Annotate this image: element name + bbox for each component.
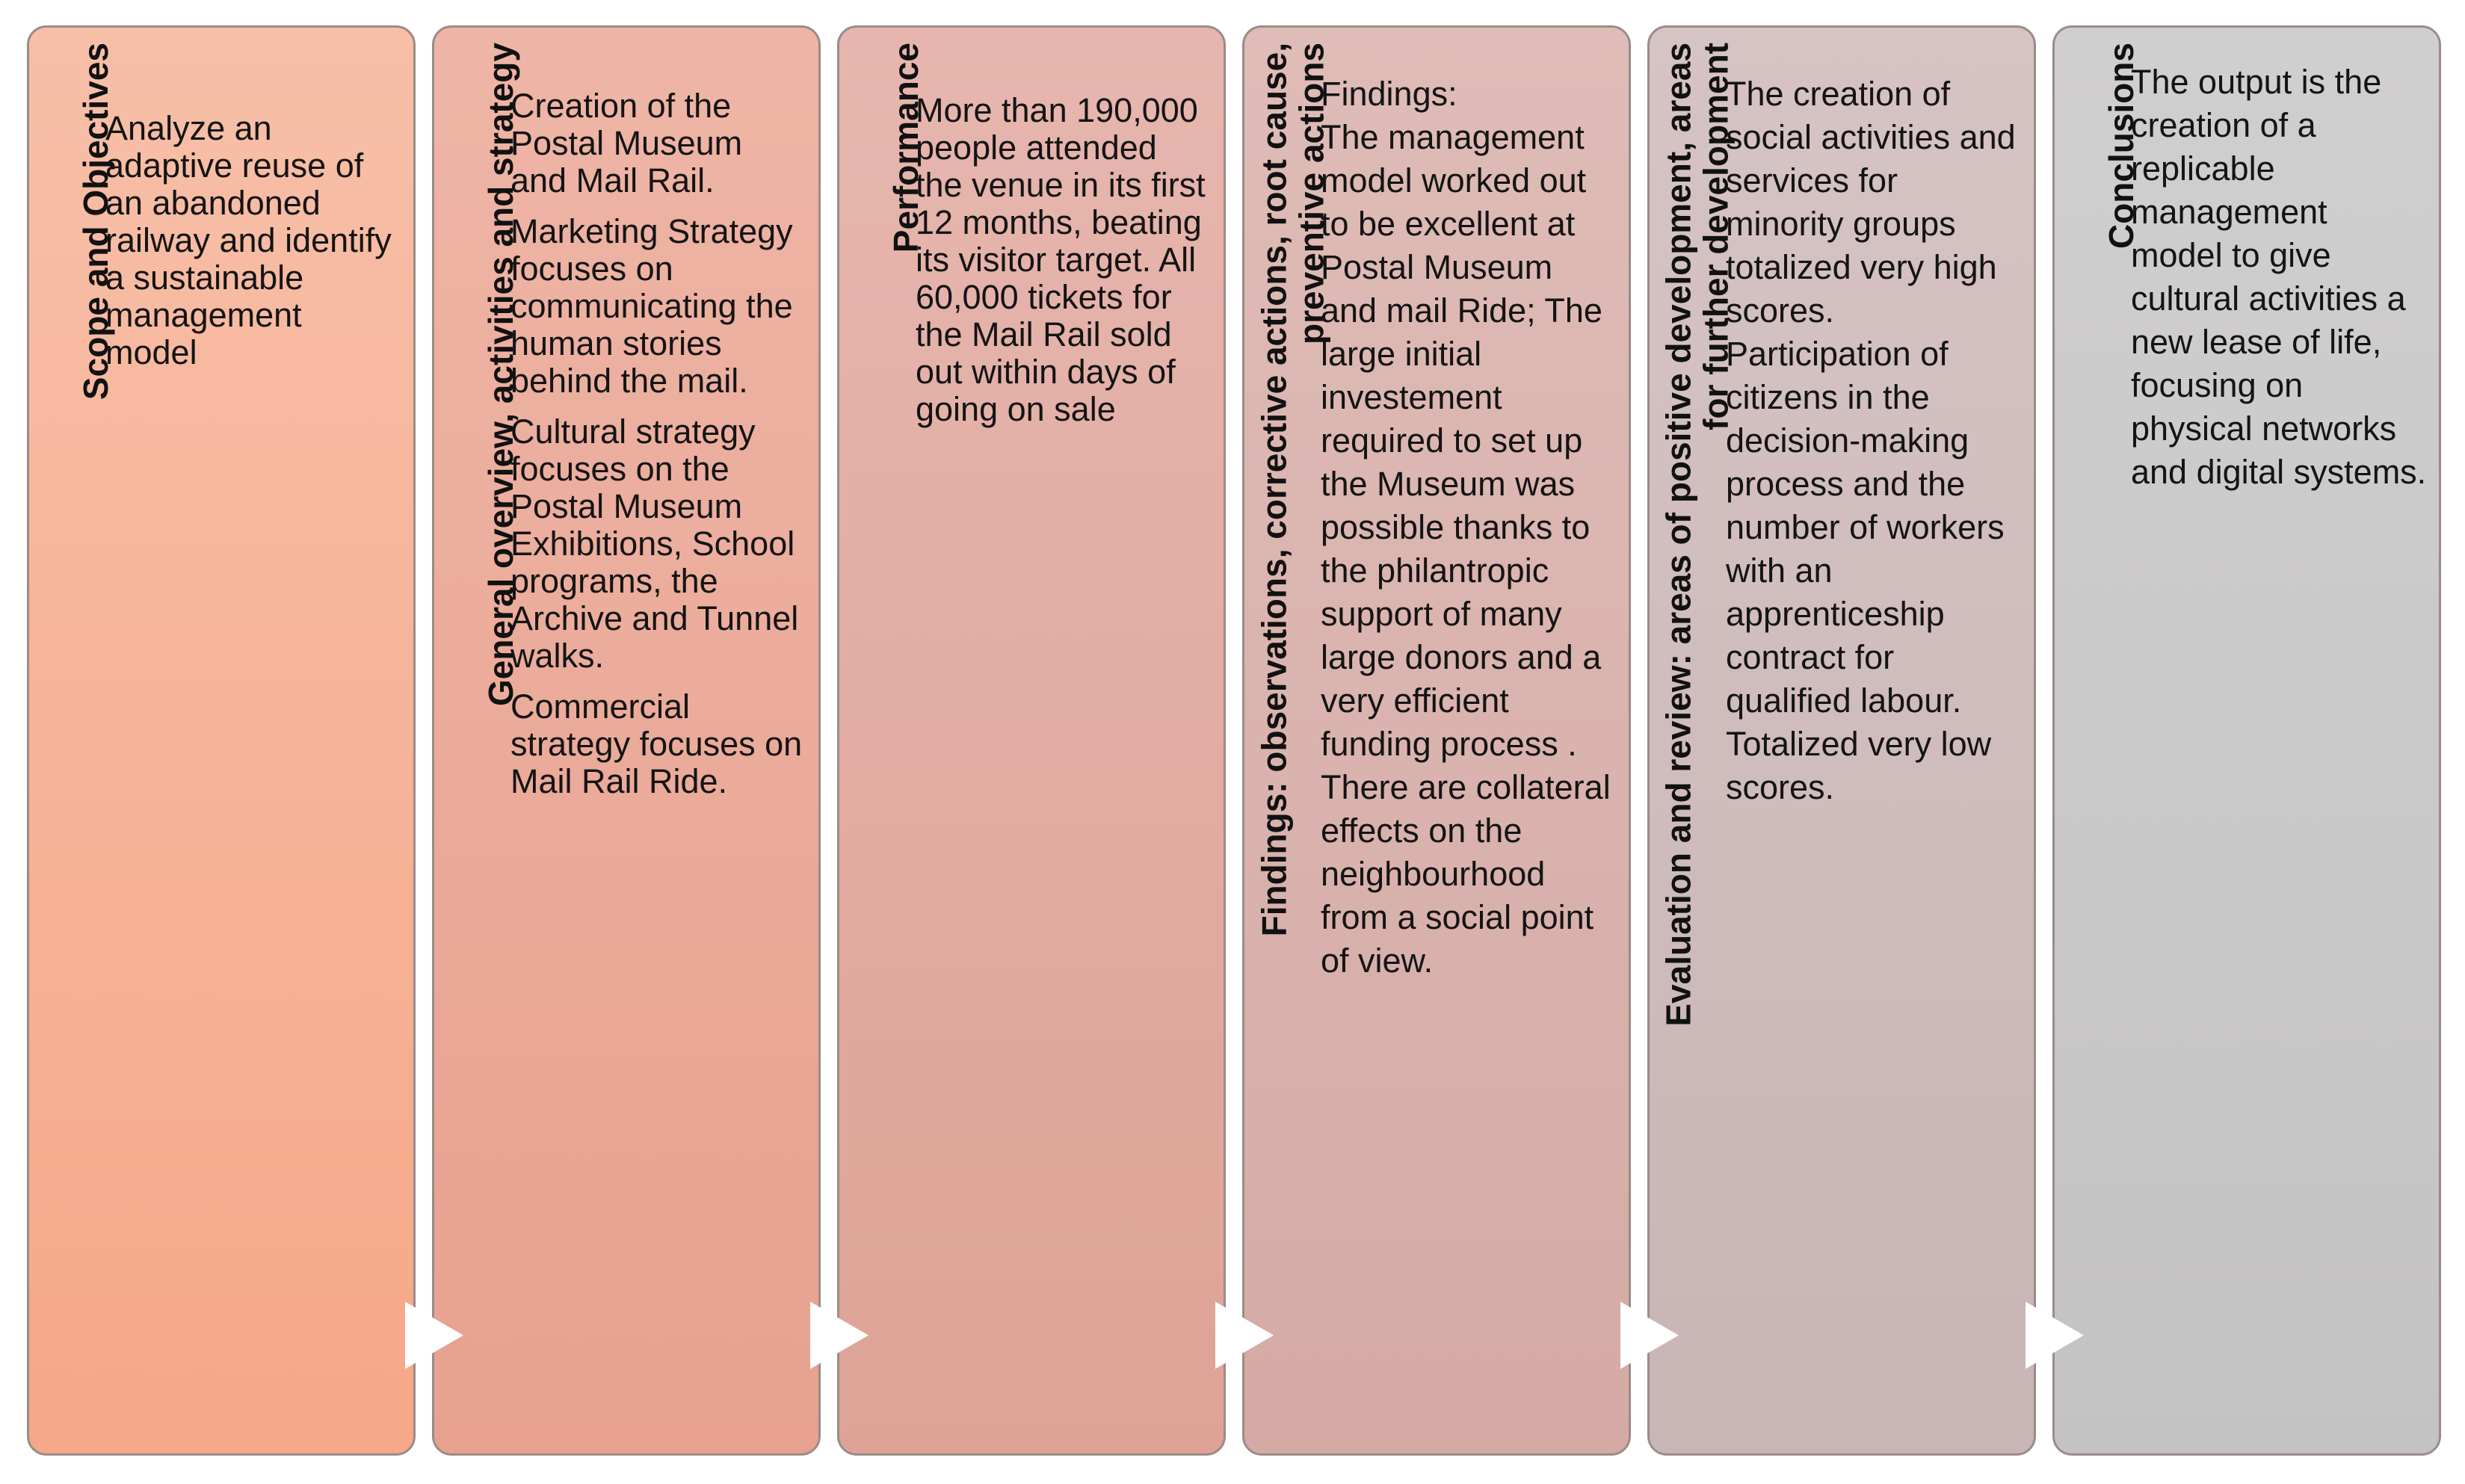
panel-body [916, 92, 1212, 442]
panel-body [1726, 72, 2022, 823]
panel-findings [1242, 25, 1631, 1456]
panel-title [1660, 43, 1735, 1163]
arrow-right-icon [2026, 1302, 2084, 1369]
panel-title [850, 43, 925, 1163]
arrow-right-icon [1620, 1302, 1679, 1369]
panel-body [510, 87, 806, 814]
panel-paragraph: Marketing Strategy focuses on communicating the human stories behind the mail. [510, 212, 793, 400]
panel-paragraph: Commercial strategy focuses on Mail Rail Ride. [510, 687, 803, 800]
panel-paragraph: Cultural strategy focuses on the Postal Museum Exhibitions, School programs, the Archive and Tunnel walks. [510, 412, 799, 675]
panel-title-line: Findings: observations, corrective actions, root cause, [1254, 43, 1293, 937]
panel-performance [837, 25, 1226, 1456]
panel-general-overview [432, 25, 821, 1456]
arrow-right-icon [810, 1302, 869, 1369]
panel-title-text: Conclusions [2102, 43, 2141, 250]
panel-paragraph: The management model worked out to be excellent at Postal Museum and mail Ride; The large initial investement required to set up the Museum was possible thanks to the philantropic support of many large donors and a very efficient funding process . There are collateral effects on the neighbourhood from a social point of view. [1321, 118, 1611, 980]
panel-body [2131, 61, 2427, 507]
panel-title [445, 43, 519, 1163]
panel-title [1255, 43, 1330, 1163]
panel-body [105, 110, 401, 385]
panel-title-line: for further development [1697, 43, 1736, 430]
panel-evaluation-and-review [1647, 25, 2036, 1456]
panel-paragraph: Analyze an adaptive reuse of an abandoned railway and identify a sustainable management model [105, 109, 392, 371]
panel-title-line: preventive actions [1292, 43, 1330, 344]
panel-title-text: General overview, activities and strategy [481, 43, 520, 707]
panel-title-text [1255, 43, 1330, 936]
panel-conclusions [2052, 25, 2441, 1456]
panel-title-text: Scope and Objectives [76, 43, 115, 401]
panel-body [1321, 72, 1617, 996]
panel-paragraph: Findings: [1321, 75, 1457, 113]
panel-title-text [1660, 43, 1735, 1027]
panel-title [2065, 43, 2140, 1163]
panel-scope-and-objectives [27, 25, 416, 1456]
arrow-right-icon [405, 1302, 463, 1369]
panel-paragraph: The output is the creation of a replicable management model to give cultural activities a new lease of life, focusing on physical networks and digital systems. [2131, 63, 2427, 491]
panel-title [40, 43, 114, 1163]
arrow-right-icon [1215, 1302, 1274, 1369]
panel-paragraph: More than 190,000 people attended the venue in its first 12 months, beating its visitor target. All 60,000 tickets for the Mail Rail sold out within days of going on sale [916, 91, 1206, 428]
panel-paragraph: Creation of the Postal Museum and Mail Rail. [510, 87, 743, 200]
panel-paragraph: The creation of social activities and services for minority groups totalized very high scores. Participation of citizens in the decision-making process and the number of workers with an apprenticeship contract for qualified labour. Totalized very low scores. [1726, 75, 2016, 806]
panel-title-text: Performance [886, 43, 925, 253]
panel-title-line: Evaluation and review: areas of positive development, areas [1659, 43, 1698, 1027]
